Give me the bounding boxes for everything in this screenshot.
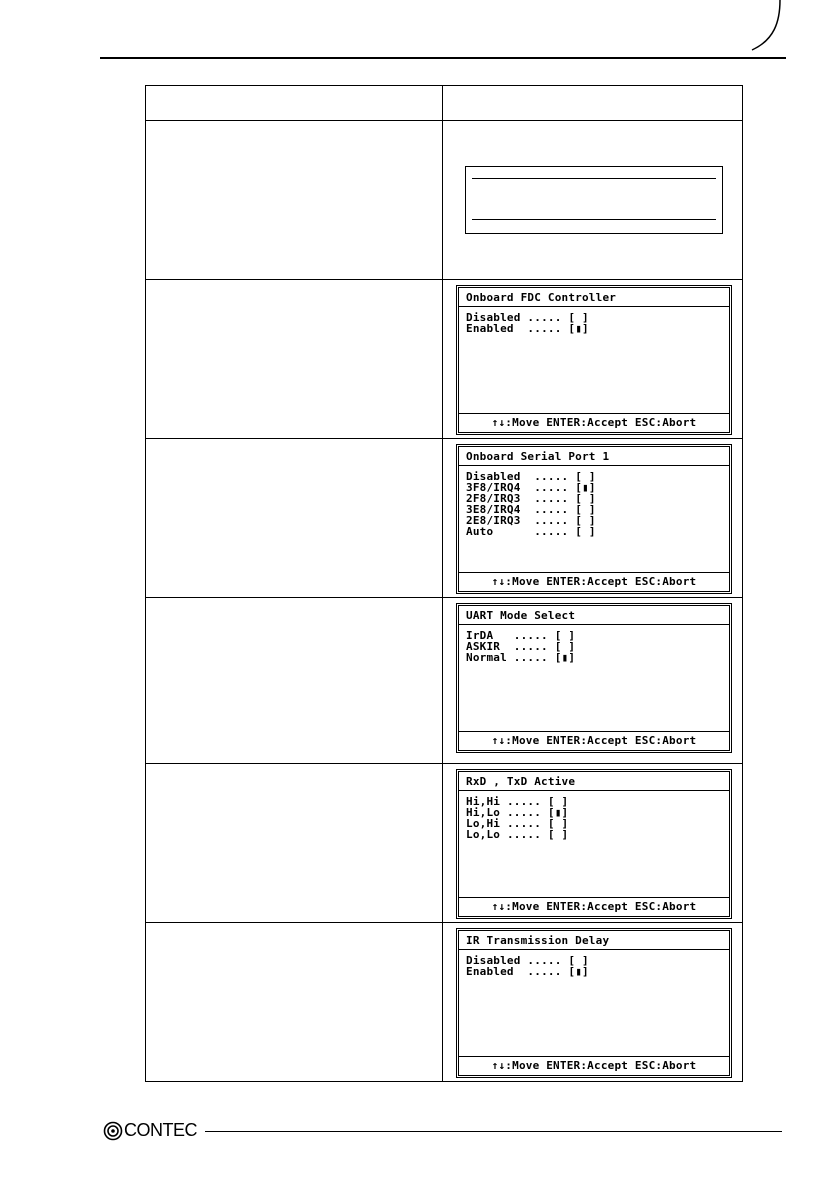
description-cell (146, 923, 443, 1082)
bios-option-dots: ..... (506, 817, 542, 830)
screen-cell (443, 121, 743, 280)
bios-option-list (466, 312, 589, 334)
header-cell-left (146, 86, 443, 121)
table-row (146, 923, 743, 1082)
bios-help-bar: ↑↓:Move ENTER:Accept ESC:Abort (491, 734, 697, 747)
bios-help-bar: ↑↓:Move ENTER:Accept ESC:Abort (491, 416, 697, 429)
bios-option-checkbox: [ ] (575, 503, 596, 516)
bios-option-dots: ..... (513, 640, 548, 653)
bios-option-list (466, 471, 596, 537)
bios-option-checkbox: [ ] (575, 525, 596, 538)
brand-name: CONTEC (124, 1120, 197, 1140)
bios-option-label: IrDA (466, 629, 507, 642)
bios-option-label: 2F8/IRQ3 (466, 492, 528, 505)
bios-option-label: Disabled (466, 954, 521, 967)
bios-option-label: Normal (466, 651, 507, 664)
bios-option-label: Lo,Lo (466, 828, 501, 841)
table-row (146, 280, 743, 439)
screen-cell (443, 598, 743, 764)
bios-dialog (456, 444, 732, 594)
bios-option-dots: ..... (506, 795, 542, 808)
description-cell (146, 764, 443, 923)
bios-option-label: 3E8/IRQ4 (466, 503, 528, 516)
bios-option-dots: ..... (506, 806, 542, 819)
bios-option-checkbox: [ ] (547, 828, 569, 841)
settings-table (145, 85, 743, 1082)
bios-dialog-title: IR Transmission Delay (466, 934, 610, 947)
bios-dialog (456, 603, 732, 753)
bios-option-dots: ..... (513, 651, 548, 664)
bios-option-checkbox: [▮] (568, 965, 589, 978)
bios-option-dots: ..... (513, 629, 548, 642)
bios-option-list (466, 630, 575, 663)
bios-option-dots: ..... (534, 525, 569, 538)
bios-option-label: 2E8/IRQ3 (466, 514, 528, 527)
bios-option-checkbox: [ ] (568, 954, 589, 967)
screen-cell (443, 439, 743, 598)
description-cell (146, 598, 443, 764)
screen-cell (443, 764, 743, 923)
screen-cell (443, 923, 743, 1082)
page-corner-curve (730, 0, 790, 52)
header-cell-right (443, 86, 743, 121)
bios-option-label: Enabled (466, 965, 521, 978)
bios-option-list (466, 796, 568, 840)
bios-option[interactable] (466, 829, 568, 840)
bios-option-dots: ..... (527, 311, 562, 324)
table-row (146, 121, 743, 280)
bios-option-checkbox: [▮] (568, 322, 589, 335)
table-row (146, 764, 743, 923)
bios-option-label: Lo,Hi (466, 817, 501, 830)
bios-dialog (456, 769, 732, 919)
contec-logo-icon (103, 1121, 123, 1141)
description-cell (146, 280, 443, 439)
bios-dialog (456, 928, 732, 1078)
bios-option-label: 3F8/IRQ4 (466, 481, 528, 494)
bios-option[interactable] (466, 966, 589, 977)
bios-option-dots: ..... (534, 481, 569, 494)
table-row (146, 439, 743, 598)
bios-option-checkbox: [ ] (575, 492, 596, 505)
bios-option-checkbox: [ ] (575, 470, 596, 483)
bios-option-dots: ..... (534, 470, 569, 483)
header-rule (100, 57, 786, 59)
description-cell (146, 439, 443, 598)
bios-dialog-title: RxD , TxD Active (466, 775, 576, 788)
bios-option-label: Disabled (466, 470, 528, 483)
bios-help-bar: ↑↓:Move ENTER:Accept ESC:Abort (491, 900, 697, 913)
bios-option[interactable] (466, 526, 596, 537)
bios-dialog-title: Onboard FDC Controller (466, 291, 617, 304)
bios-option-dots: ..... (527, 954, 562, 967)
description-cell (146, 121, 443, 280)
bios-option-dots: ..... (534, 492, 569, 505)
bios-option-checkbox: [ ] (547, 817, 569, 830)
bios-option-dots: ..... (527, 965, 562, 978)
bios-option-checkbox: [ ] (547, 795, 569, 808)
bios-option-label: ASKIR (466, 640, 507, 653)
bios-dialog-title: UART Mode Select (466, 609, 576, 622)
bios-option-label: Hi,Lo (466, 806, 501, 819)
bios-help-bar: ↑↓:Move ENTER:Accept ESC:Abort (491, 575, 697, 588)
bios-option[interactable] (466, 323, 589, 334)
bios-option-checkbox: [ ] (554, 640, 576, 653)
footer-rule (205, 1131, 782, 1132)
bios-option-dots: ..... (527, 322, 562, 335)
contec-logo (103, 1120, 197, 1141)
bios-option-dots: ..... (506, 828, 542, 841)
empty-dialog-frame (465, 166, 723, 234)
table-header-row (146, 86, 743, 121)
bios-option-checkbox: [ ] (568, 311, 589, 324)
bios-help-bar: ↑↓:Move ENTER:Accept ESC:Abort (491, 1059, 697, 1072)
bios-option-dots: ..... (534, 503, 569, 516)
table-row (146, 598, 743, 764)
bios-option[interactable] (466, 652, 575, 663)
bios-option-checkbox: [▮] (554, 651, 576, 664)
bios-option-checkbox: [ ] (575, 514, 596, 527)
bios-option-dots: ..... (534, 514, 569, 527)
bios-option-label: Hi,Hi (466, 795, 501, 808)
bios-option-label: Enabled (466, 322, 521, 335)
bios-dialog-title: Onboard Serial Port 1 (466, 450, 610, 463)
bios-dialog (456, 285, 732, 435)
bios-option-checkbox: [ ] (554, 629, 576, 642)
bios-option-checkbox: [▮] (547, 806, 569, 819)
bios-option-list (466, 955, 589, 977)
bios-option-checkbox: [▮] (575, 481, 596, 494)
bios-option-label: Auto (466, 525, 528, 538)
bios-option-label: Disabled (466, 311, 521, 324)
screen-cell (443, 280, 743, 439)
